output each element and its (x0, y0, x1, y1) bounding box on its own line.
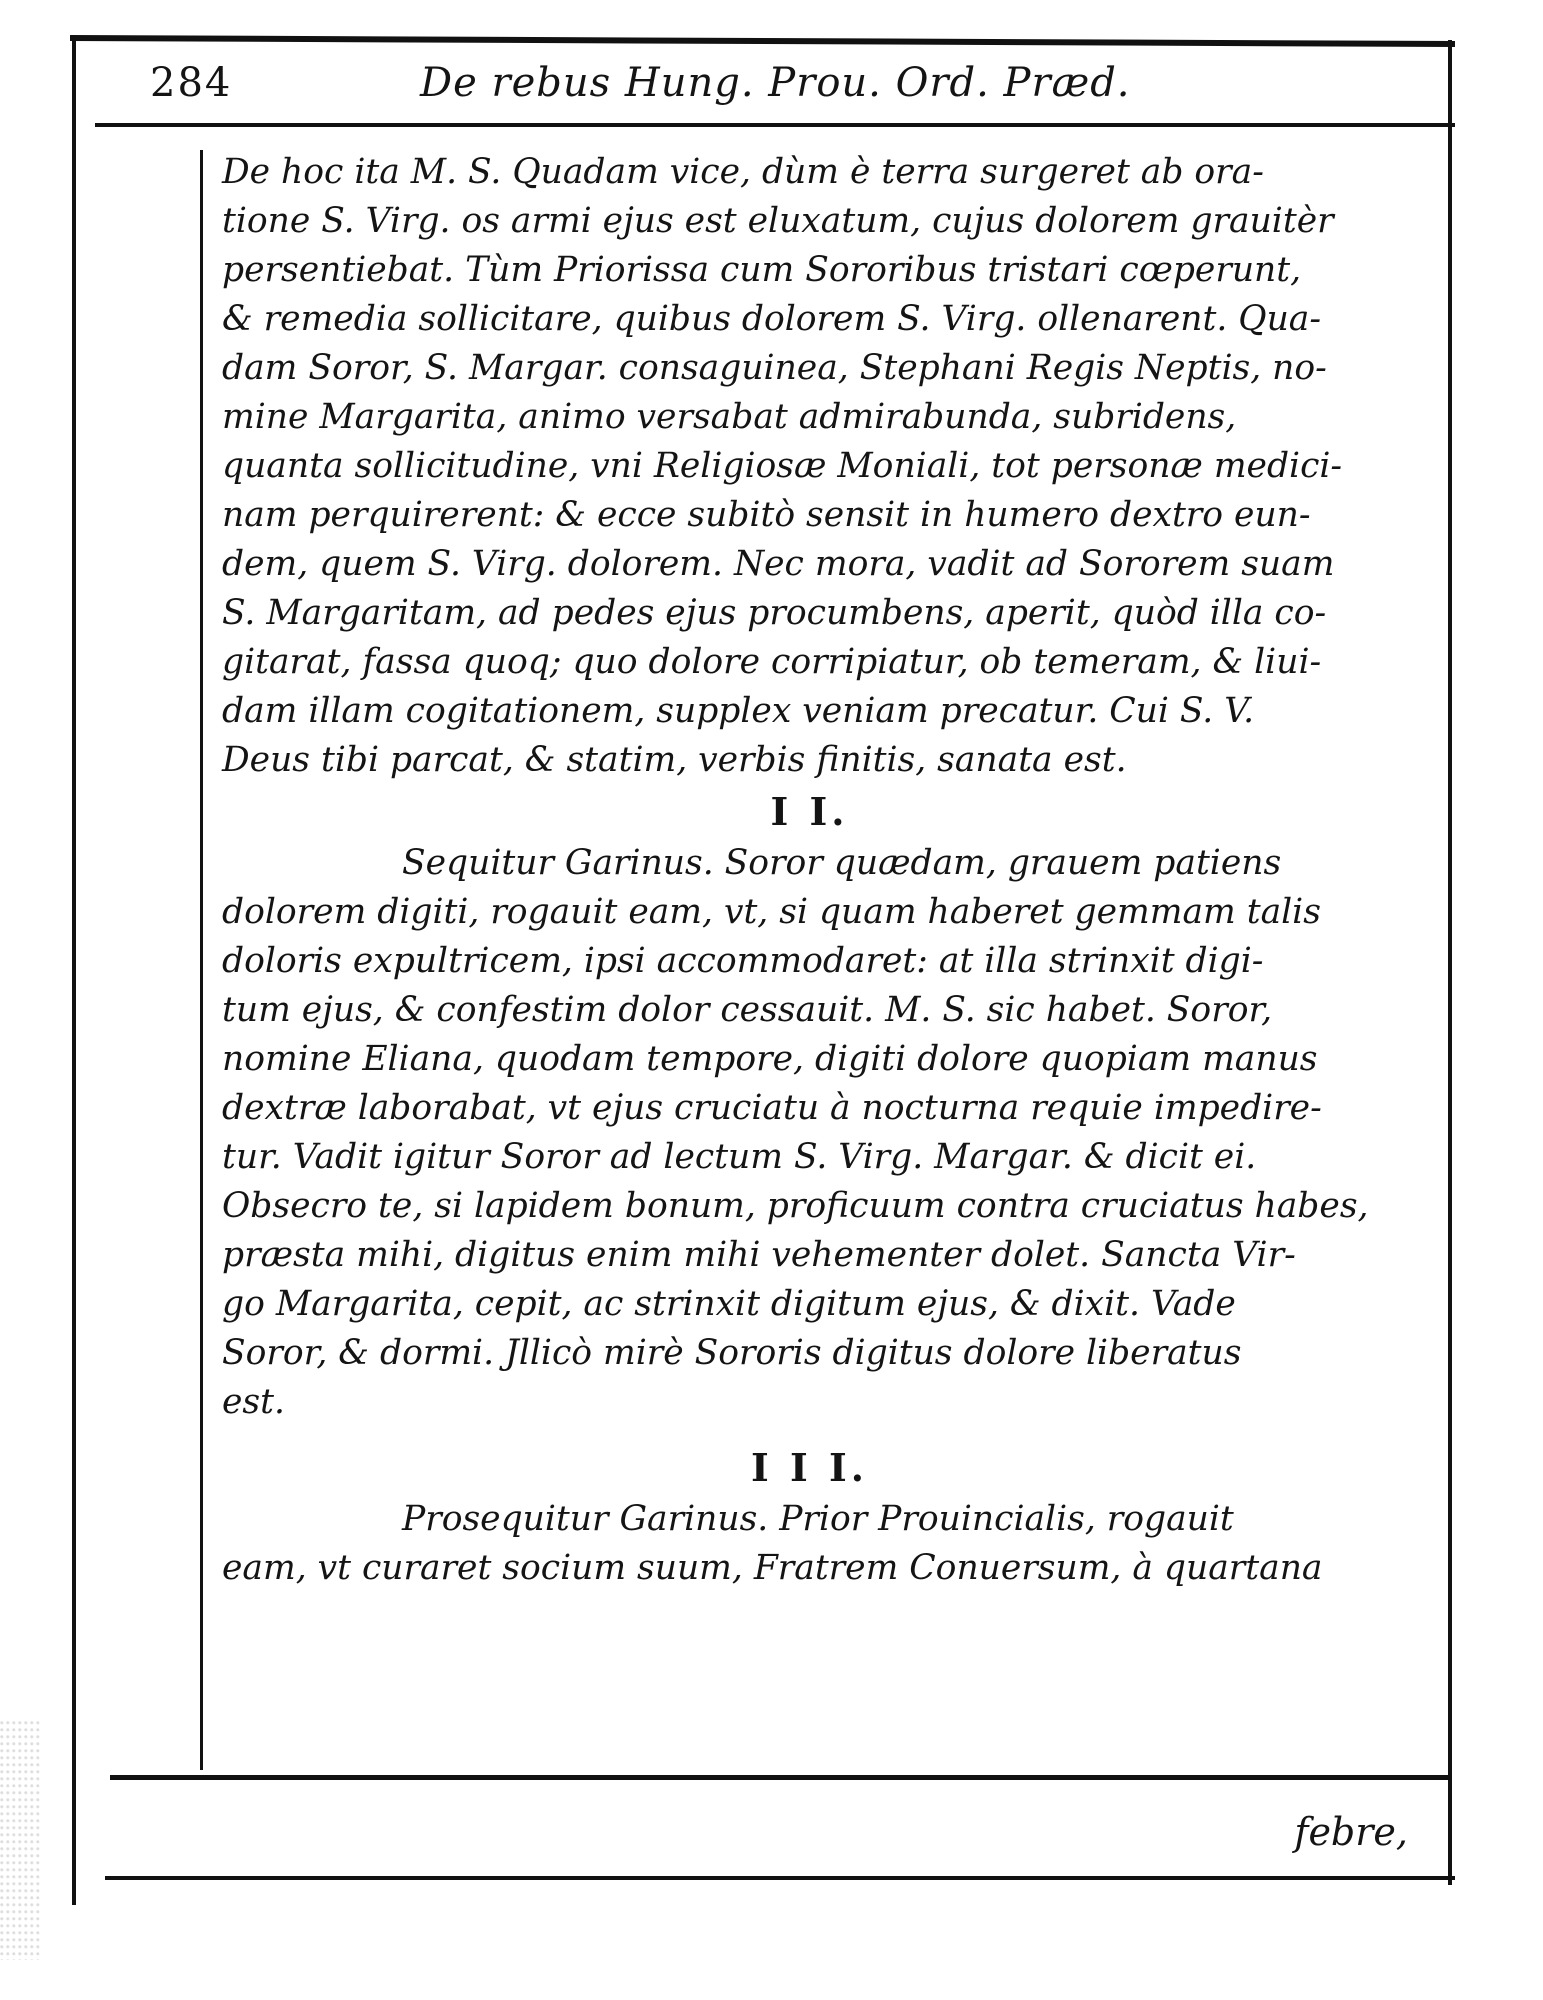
frame-right-rule (1448, 40, 1452, 1885)
header-rule (95, 123, 1455, 127)
text-line: doloris expultricem, ipsi accommodaret: at illa strinxit digi- (222, 941, 1264, 981)
running-title: De rebus Hung. Prou. Ord. Præd. (420, 60, 1131, 106)
text-line: tum ejus, & confestim dolor cessauit. M. S. sic habet. Soror, (222, 990, 1273, 1030)
text-line: Prosequitur Garinus. Prior Prouincialis, rogauit (402, 1499, 1234, 1539)
section-number: I I I. (750, 1445, 868, 1490)
text-line: gitarat, fassa quoq; quo dolore corripiatur, ob temeram, & liui- (222, 642, 1322, 682)
page-number: 284 (150, 60, 233, 106)
text-bottom-rule (110, 1775, 1450, 1780)
text-line: nam perquirerent: & ecce subitò sensit in humero dextro eun- (222, 495, 1311, 535)
text-line: nomine Eliana, quodam tempore, digiti dolore quopiam manus (222, 1039, 1318, 1079)
text-line: eam, vt curaret socium suum, Fratrem Conuersum, à quartana (222, 1548, 1323, 1588)
text-line: præsta mihi, digitus enim mihi vehementer dolet. Sancta Vir- (222, 1235, 1296, 1275)
text-line: & remedia sollicitare, quibus dolorem S. Virg. ollenarent. Qua- (222, 299, 1322, 339)
text-line: go Margarita, cepit, ac strinxit digitum ejus, & dixit. Vade (222, 1284, 1236, 1324)
text-line: S. Margaritam, ad pedes ejus procumbens, aperit, quòd illa co- (222, 593, 1327, 633)
text-line: dam Soror, S. Margar. consaguinea, Stephani Regis Neptis, no- (222, 348, 1327, 388)
text-line: Sequitur Garinus. Soror quædam, grauem patiens (402, 843, 1282, 883)
text-line: dolorem digiti, rogauit eam, vt, si quam haberet gemmam talis (222, 892, 1321, 932)
text-line: Obsecro te, si lapidem bonum, proficuum contra cruciatus habes, (222, 1186, 1369, 1226)
text-line: mine Margarita, animo versabat admirabunda, subridens, (222, 397, 1237, 437)
body-text (222, 148, 1437, 1593)
frame-bottom-rule (105, 1876, 1455, 1880)
text-line: dam illam cogitationem, supplex veniam precatur. Cui S. V. (222, 691, 1255, 731)
text-line: tur. Vadit igitur Soror ad lectum S. Virg. Margar. & dicit ei. (222, 1137, 1257, 1177)
text-line: est. (222, 1382, 285, 1422)
text-line: dextræ laborabat, vt ejus cruciatu à nocturna requie impedire- (222, 1088, 1322, 1128)
text-line: Deus tibi parcat, & statim, verbis finitis, sanata est. (222, 740, 1127, 780)
text-line: De hoc ita M. S. Quadam vice, dùm è terra surgeret ab ora- (222, 152, 1264, 192)
scan-noise (0, 1720, 40, 1960)
running-head (140, 60, 1430, 120)
catchword: febre, (1294, 1810, 1408, 1854)
text-line: dem, quem S. Virg. dolorem. Nec mora, vadit ad Sororem suam (222, 544, 1335, 584)
text-line: tione S. Virg. os armi ejus est eluxatum, cujus dolorem grauitèr (222, 201, 1334, 241)
frame-top-rule (70, 35, 1455, 47)
text-line: Soror, & dormi. Jllicò mirè Sororis digitus dolore liberatus (222, 1333, 1242, 1373)
margin-rule (200, 150, 203, 1770)
section-number: I I. (770, 789, 849, 834)
spacer (222, 1427, 1437, 1441)
text-line: quanta sollicitudine, vni Religiosæ Moniali, tot personæ medici- (222, 446, 1343, 486)
text-line: persentiebat. Tùm Priorissa cum Sororibus tristari cœperunt, (222, 250, 1302, 290)
frame-left-rule (72, 40, 76, 1905)
